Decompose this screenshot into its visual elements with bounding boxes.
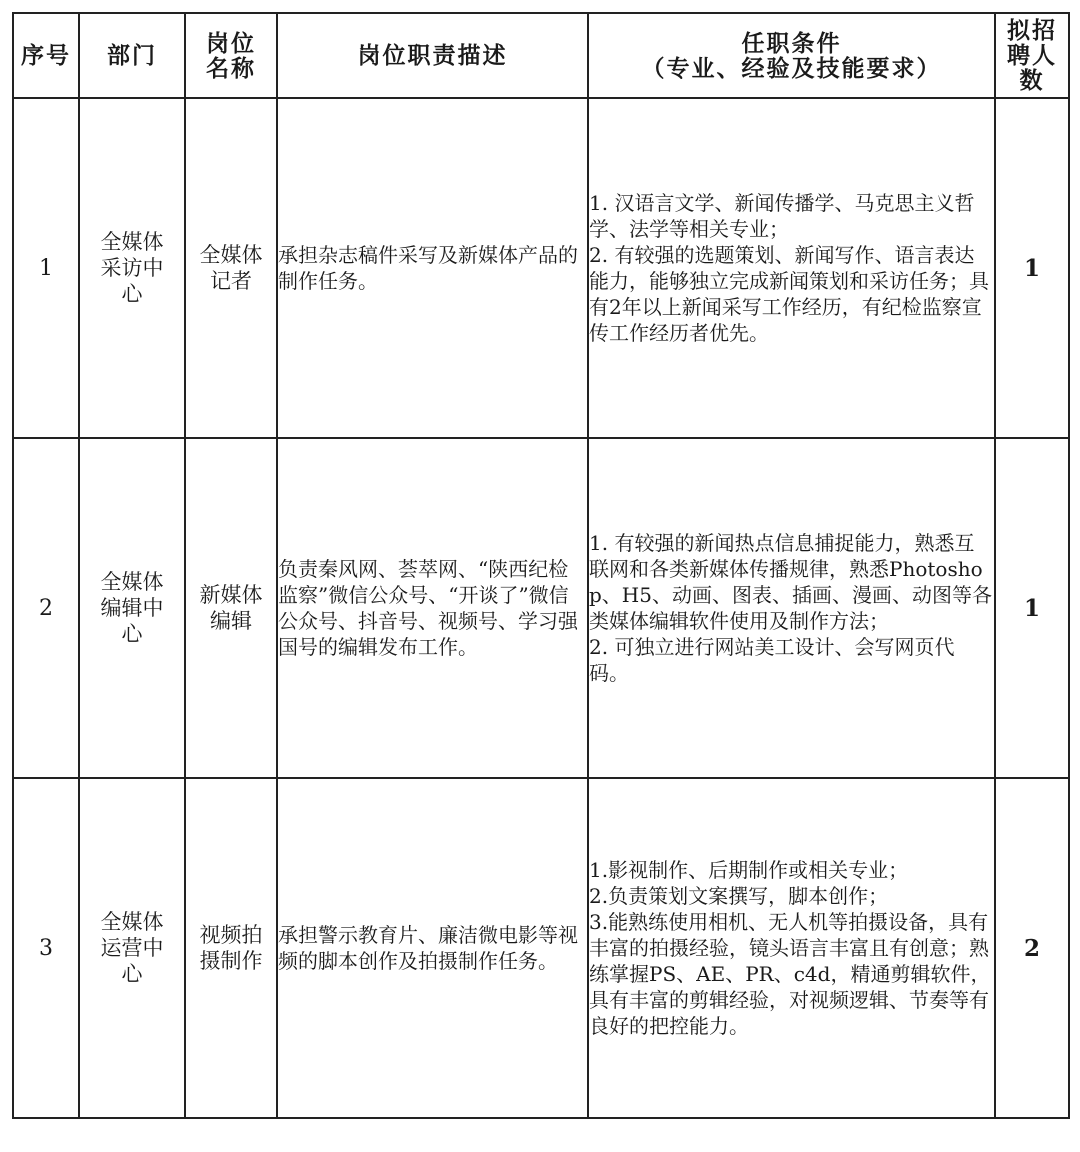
cell-no: 3	[13, 778, 79, 1118]
table-header-row	[13, 13, 1069, 98]
cell-no: 2	[13, 438, 79, 778]
cell-dept	[79, 438, 185, 778]
cell-position	[185, 98, 277, 438]
cell-count: 1	[995, 438, 1069, 778]
header-position	[185, 13, 277, 98]
cell-position-line: 记者	[210, 269, 252, 293]
cell-duty: 承担杂志稿件采写及新媒体产品的制作任务。	[277, 98, 588, 438]
header-count-line: 拟招	[1007, 17, 1057, 44]
requirement-item: 2.负责策划文案撰写，脚本创作；	[589, 884, 889, 908]
cell-no: 1	[13, 98, 79, 438]
cell-position-line: 全媒体	[199, 243, 263, 267]
cell-dept-line: 全媒体	[100, 570, 164, 594]
cell-dept-line: 全媒体	[100, 910, 164, 934]
cell-duty: 承担警示教育片、廉洁微电影等视频的脚本创作及拍摄制作任务。	[277, 778, 588, 1118]
cell-dept	[79, 778, 185, 1118]
requirement-item: 2. 可独立进行网站美工设计、会写网页代码。	[589, 635, 955, 685]
cell-position-line: 视频拍	[199, 923, 263, 947]
cell-dept-line: 全媒体	[100, 230, 164, 254]
cell-requirements	[588, 438, 995, 778]
requirement-item: 1. 有较强的新闻热点信息捕捉能力，熟悉互联网和各类新媒体传播规律，熟悉Photoshop、H5、动画、图表、插画、漫画、动图等各类媒体编辑软件使用及制作方法；	[589, 531, 992, 633]
header-count-line: 数	[1019, 67, 1045, 94]
cell-dept-line: 编辑中	[100, 596, 164, 620]
recruitment-table	[12, 12, 1070, 1119]
cell-dept-line: 心	[121, 962, 143, 986]
header-position-line: 岗位	[206, 29, 256, 57]
header-count	[995, 13, 1069, 98]
cell-position	[185, 438, 277, 778]
cell-position-line: 编辑	[210, 609, 252, 633]
table-row	[13, 438, 1069, 778]
cell-dept-line: 运营中	[100, 936, 164, 960]
header-requirements-line: （专业、经验及技能要求）	[641, 54, 942, 82]
cell-dept-line: 心	[121, 282, 143, 306]
header-requirements	[588, 13, 995, 98]
header-dept: 部门	[79, 13, 185, 98]
cell-position	[185, 778, 277, 1118]
requirement-item: 1. 汉语言文学、新闻传播学、马克思主义哲学、法学等相关专业；	[589, 191, 975, 241]
cell-requirements	[588, 98, 995, 438]
cell-requirements	[588, 778, 995, 1118]
cell-count: 1	[995, 98, 1069, 438]
header-count-line: 聘人	[1007, 42, 1057, 69]
requirement-item: 2. 有较强的选题策划、新闻写作、语言表达能力，能够独立完成新闻策划和采访任务；具有2年以上新闻采写工作经历，有纪检监察宣传工作经历者优先。	[589, 243, 989, 345]
header-position-line: 名称	[206, 54, 256, 82]
requirement-item: 1.影视制作、后期制作或相关专业；	[589, 858, 909, 882]
cell-dept-line: 心	[121, 622, 143, 646]
table-row	[13, 98, 1069, 438]
cell-duty: 负责秦风网、荟萃网、“陕西纪检监察”微信公众号、“开谈了”微信公众号、抖音号、视频号、学习强国号的编辑发布工作。	[277, 438, 588, 778]
requirement-item: 3.能熟练使用相机、无人机等拍摄设备，具有丰富的拍摄经验，镜头语言丰富且有创意；熟练掌握PS、AE、PR、c4d，精通剪辑软件，具有丰富的剪辑经验，对视频逻辑、节奏等有良好的把控能力。	[589, 910, 991, 1038]
cell-position-line: 新媒体	[199, 583, 263, 607]
header-requirements-line: 任职条件	[741, 29, 842, 57]
header-no: 序号	[13, 13, 79, 98]
table-row	[13, 778, 1069, 1118]
header-duty: 岗位职责描述	[277, 13, 588, 98]
cell-position-line: 摄制作	[199, 949, 263, 973]
cell-dept-line: 采访中	[100, 256, 164, 280]
cell-count: 2	[995, 778, 1069, 1118]
cell-dept	[79, 98, 185, 438]
